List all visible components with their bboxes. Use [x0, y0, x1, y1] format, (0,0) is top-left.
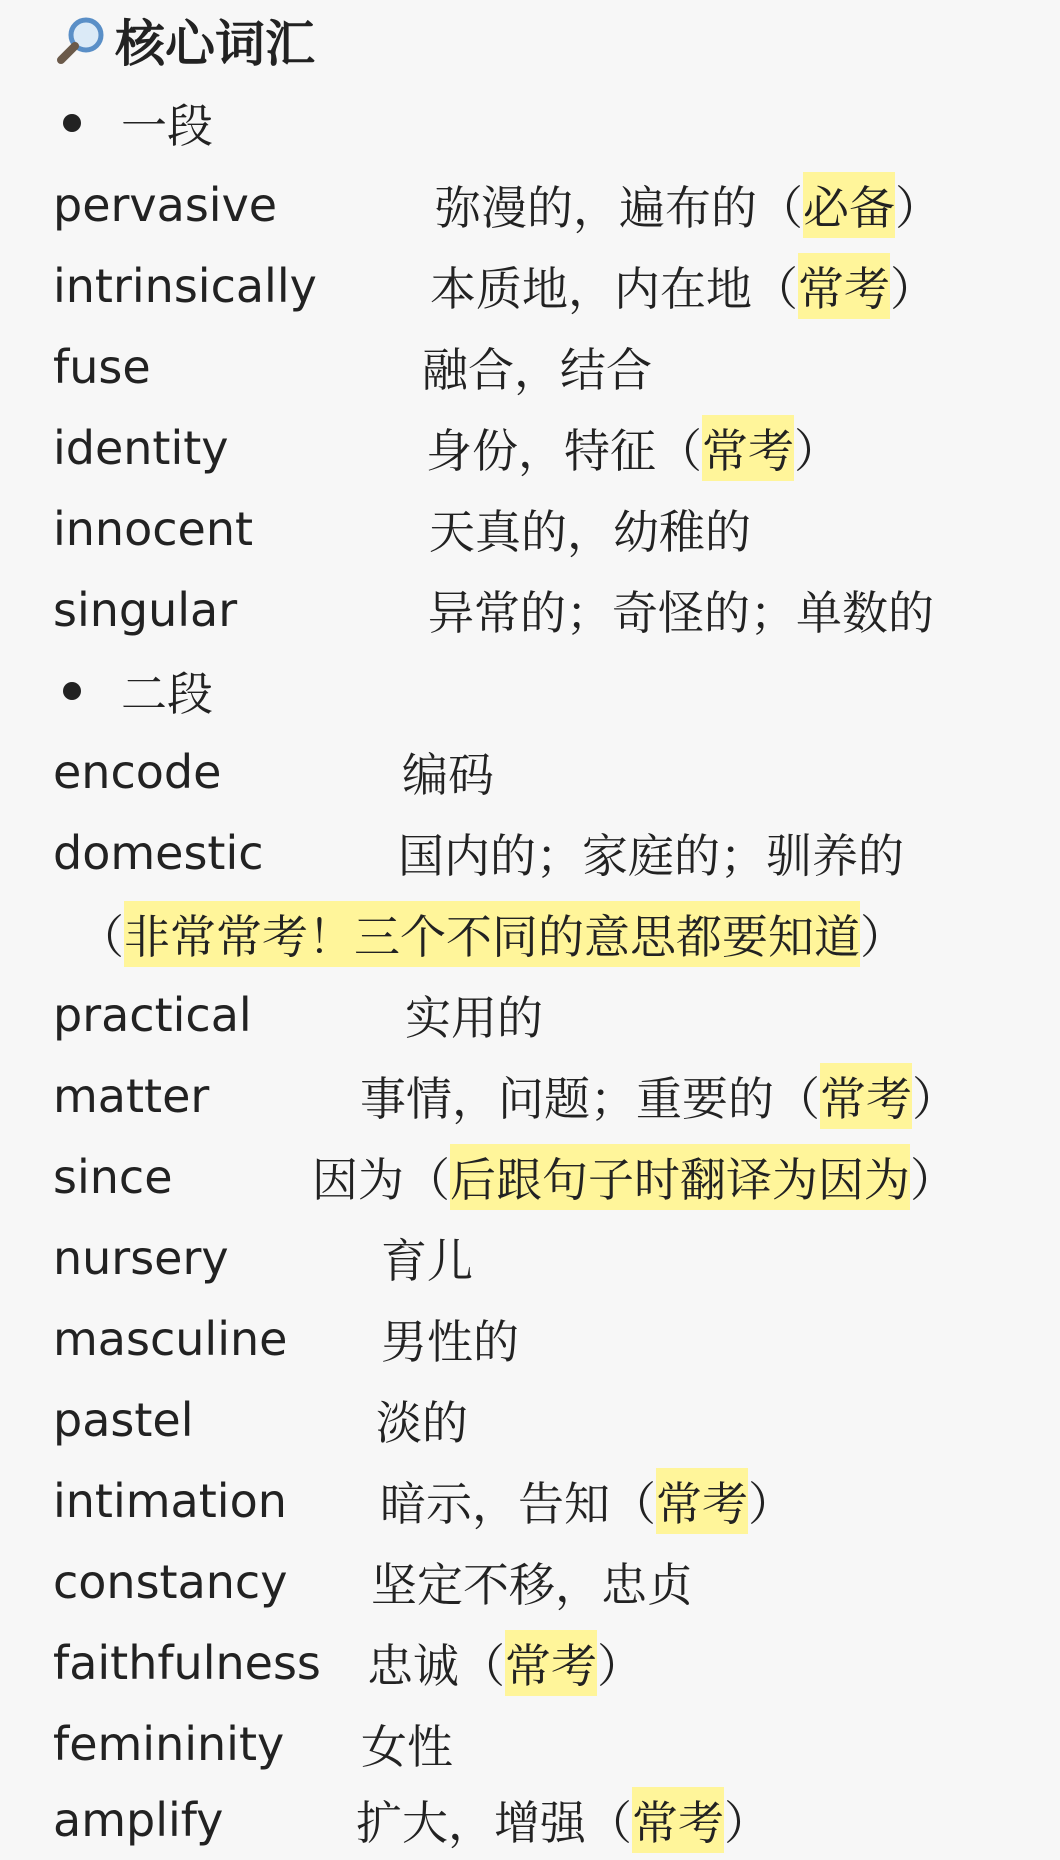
vocab-word: masculine: [53, 1311, 288, 1366]
vocab-definition: 天真的，幼稚的: [429, 504, 751, 559]
vocab-definition: 本质地，内在地（ 常考 ）: [430, 245, 936, 326]
section-2-bullet: [63, 650, 213, 731]
vocab-word: amplify: [53, 1792, 224, 1847]
vocab-row: [53, 164, 941, 245]
domestic-note: （ 非常常考！三个不同的意思都要知道 ）: [78, 893, 906, 974]
heading: [53, 0, 315, 80]
magnifier-icon: [53, 12, 109, 68]
vocab-row: [53, 1379, 468, 1460]
bullet-dot: [63, 682, 81, 700]
vocab-definition: 事情，问题；重要的（ 常考 ）: [360, 1055, 958, 1136]
highlight: 必备: [803, 172, 895, 238]
vocab-word: faithfulness: [53, 1635, 321, 1690]
vocab-word: fuse: [53, 339, 151, 394]
vocab-row: [53, 1779, 770, 1860]
vocab-word: encode: [53, 744, 222, 799]
vocab-word: intrinsically: [53, 258, 317, 313]
vocab-row: [53, 1541, 693, 1622]
vocab-word: femininity: [53, 1716, 285, 1771]
vocab-definition: 弥漫的，遍布的（ 必备 ）: [435, 164, 941, 245]
heading-text: 核心词汇: [115, 15, 315, 73]
highlight: 常考: [798, 253, 890, 319]
vocab-row: [53, 812, 904, 893]
highlight: 非常常考！三个不同的意思都要知道: [124, 901, 860, 967]
vocab-definition: 女性: [361, 1719, 453, 1774]
vocab-definition: 暗示，告知（ 常考 ）: [380, 1460, 794, 1541]
vocab-definition: 淡的: [376, 1395, 468, 1450]
vocab-definition: 编码: [402, 747, 494, 802]
section-label: 二段: [121, 666, 213, 721]
vocab-word: matter: [53, 1068, 210, 1123]
section-1-bullet: [63, 82, 213, 163]
vocab-definition: 因为（ 后跟句子时翻译为因为 ）: [312, 1136, 956, 1217]
vocab-definition: 实用的: [405, 990, 543, 1045]
vocab-word: innocent: [53, 501, 254, 556]
vocab-row: [53, 1298, 519, 1379]
vocab-row: [53, 1622, 643, 1703]
vocab-definition: 坚定不移，忠贞: [371, 1557, 693, 1612]
vocab-row: [53, 974, 543, 1055]
vocab-word: nursery: [53, 1230, 229, 1285]
highlight: 常考: [632, 1787, 724, 1853]
vocab-definition: 国内的；家庭的；驯养的: [398, 828, 904, 883]
vocab-row: [53, 1055, 958, 1136]
highlight: 常考: [656, 1468, 748, 1534]
vocab-row: [53, 488, 751, 569]
vocab-definition: 扩大，增强（ 常考 ）: [356, 1779, 770, 1860]
vocab-definition: 忠诚（ 常考 ）: [367, 1622, 643, 1703]
vocab-row: [53, 731, 494, 812]
vocab-definition: 男性的: [381, 1314, 519, 1369]
highlight: 后跟句子时翻译为因为: [450, 1144, 910, 1210]
vocab-row: [53, 245, 936, 326]
highlight: 常考: [505, 1630, 597, 1696]
vocab-row: [53, 1703, 453, 1784]
vocab-row: [53, 1460, 794, 1541]
section-label: 一段: [121, 98, 213, 153]
vocab-word: practical: [53, 987, 252, 1042]
vocab-row: [53, 326, 652, 407]
vocab-row: [53, 407, 840, 488]
vocab-word: since: [53, 1149, 173, 1204]
vocab-definition: 育儿: [381, 1233, 473, 1288]
vocab-row: [53, 569, 934, 650]
bullet-dot: [63, 114, 81, 132]
vocab-word: domestic: [53, 825, 264, 880]
vocab-word: intimation: [53, 1473, 287, 1528]
vocab-word: pervasive: [53, 177, 278, 232]
highlight: 常考: [820, 1063, 912, 1129]
vocab-row: [53, 1136, 956, 1217]
vocab-word: identity: [53, 420, 229, 475]
vocab-definition: 融合，结合: [422, 342, 652, 397]
vocab-definition: 异常的；奇怪的；单数的: [428, 585, 934, 640]
vocab-word: constancy: [53, 1554, 288, 1609]
vocab-row: [53, 1217, 473, 1298]
vocab-definition: 身份，特征（ 常考 ）: [426, 407, 840, 488]
vocab-word: pastel: [53, 1392, 194, 1447]
highlight: 常考: [702, 415, 794, 481]
vocab-word: singular: [53, 582, 238, 637]
